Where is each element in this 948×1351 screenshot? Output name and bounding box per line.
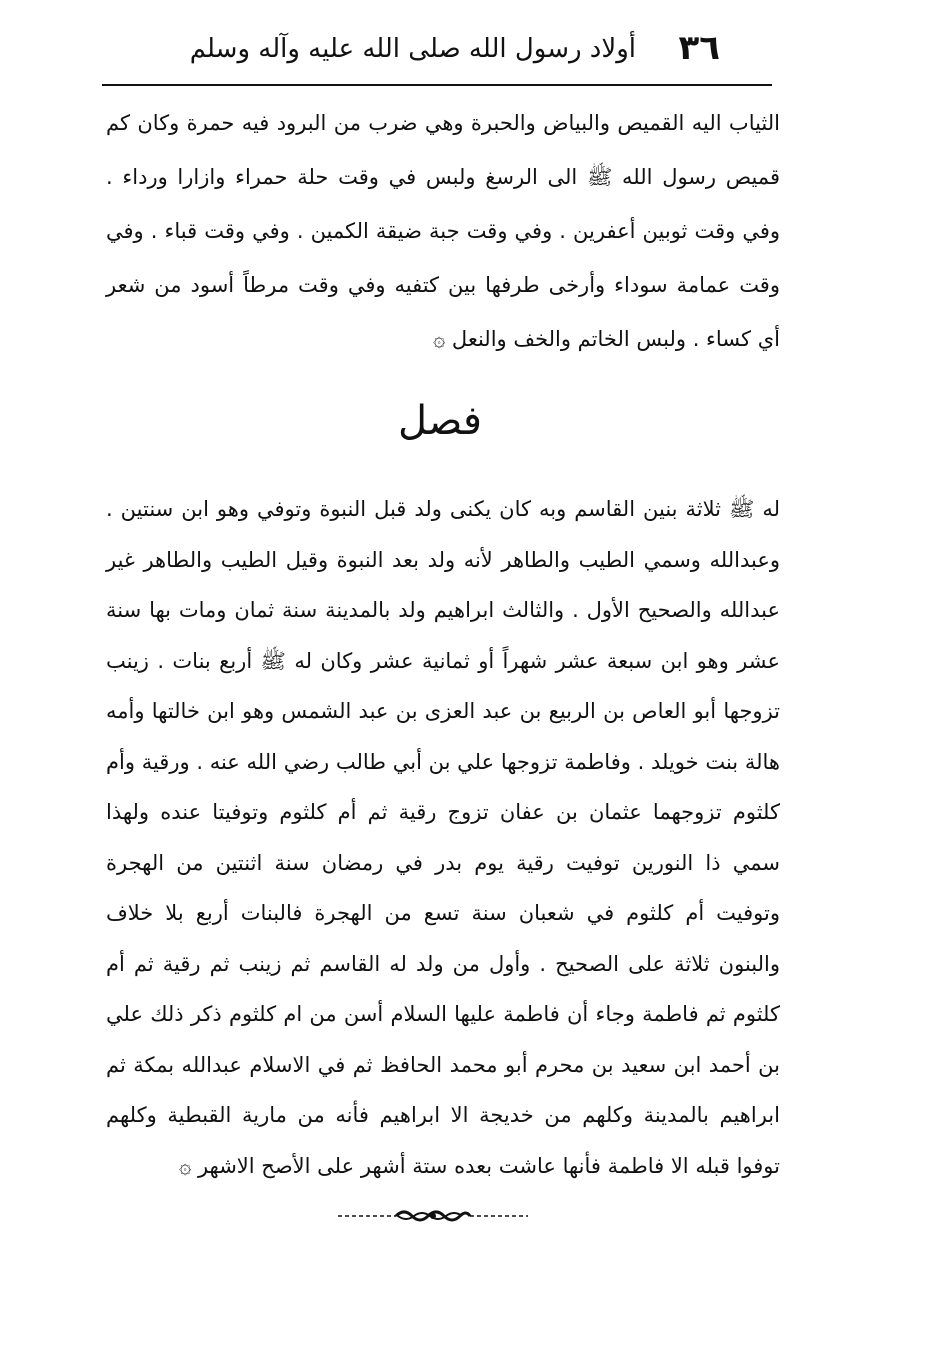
section-title: فصل (397, 398, 483, 444)
paragraph-2: له ﷺ ثلاثة بنين القاسم وبه كان يكنى ولد قبل النبوة وتوفي وهو ابن سنتين . وعبدالله وسمي الطيب والطاهر لأنه ولد بعد النبوة وقيل الطيب والطاهر غير عبدالله والصحيح الأول . والثالث ابراهيم ولد بالمدينة سنة ثمان ومات بها سنة عشر وهو ابن سبعة عشر شهراً أو ثمانية عشر وكان له ﷺ أربع بنات . زينب تزوجها أبو العاص بن الربيع بن عبد العزى بن عبد الشمس وهو ابن خالتها وأمه هالة بنت خويلد . وفاطمة تزوجها علي بن أبي طالب رضي الله عنه . ورقية وأم كلثوم تزوجهما عثمان بن عفان تزوج رقية ثم أم كلثوم وتوفيتا عنده ولهذا سمي ذا النورين توفيت رقية يوم بدر في رمضان سنة اثنتين من الهجرة وتوفيت أم كلثوم في شعبان سنة تسع من الهجرة فالبنات أربع بلا خلاف والبنون ثلاثة على الصحيح . وأول من ولد له القاسم ثم زينب ثم رقية ثم أم كلثوم ثم فاطمة وجاء أن فاطمة عليها السلام أسن من ام كلثوم ذكر ذلك علي بن أحمد ابن سعيد بن محرم أبو محمد الحافظ ثم في الاسلام عبدالله بمكة ثم ابراهيم بالمدينة وكلهم من خديجة الا ابراهيم فأنه من مارية القبطية وكلهم توفوا قبله الا فاطمة فأنها عاشت بعده ستة أشهر على الأصح الاشهر ۞ (106, 497, 780, 1178)
running-title: أولاد رسول الله صلى الله عليه وآله وسلم (189, 34, 636, 64)
page-number: ٣٦ (678, 28, 720, 68)
header-rule (102, 84, 772, 86)
page-header (189, 28, 720, 74)
paragraph-1: الثياب اليه القميص والبياض والحبرة وهي ضرب من البرود فيه حمرة وكان كم قميص رسول الله ﷺ الى الرسغ ولبس في وقت حلة حمراء وازارا ورداء . وفي وقت ثوبين أعفرين . وفي وقت جبة ضيقة الكمين . وفي وقت قباء . وفي وقت عمامة سوداء وأرخى طرفها بين كتفيه وفي وقت مرطاً أسود من شعر أي كساء . ولبس الخاتم والخف والنعل ۞ (106, 111, 780, 351)
ornamental-divider-icon (338, 1206, 528, 1226)
